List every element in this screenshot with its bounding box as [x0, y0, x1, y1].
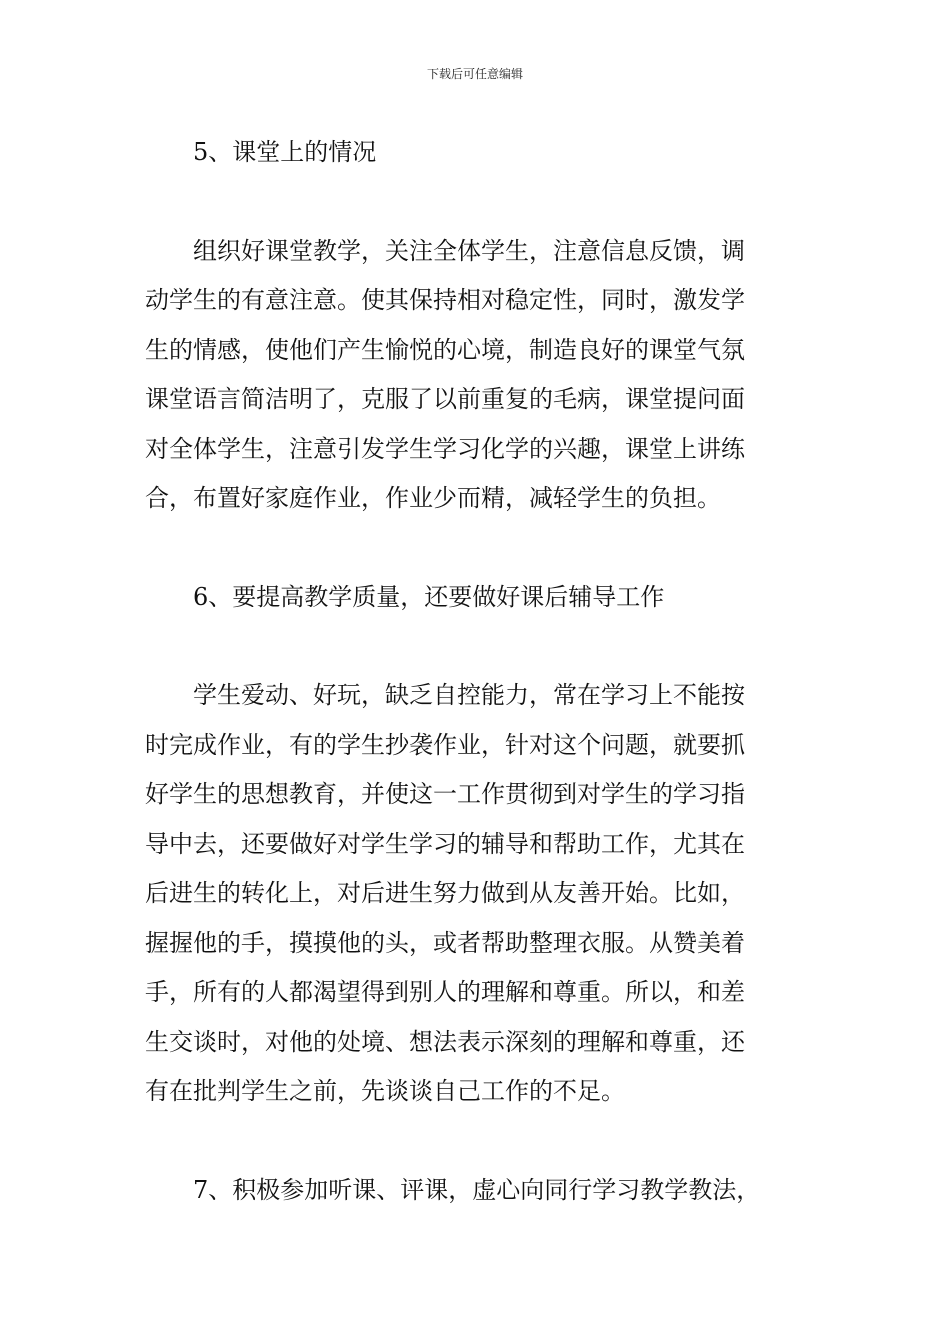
section-paragraph-5: [145, 227, 813, 524]
spacer: [145, 178, 813, 227]
paragraph-line: 后进生的转化上，对后进生努力做到从友善开始。比如，: [145, 879, 745, 907]
paragraph-line: 生的情感，使他们产生愉悦的心境，制造良好的课堂气氛: [145, 335, 745, 364]
section-heading-5: 5、课堂上的情况: [193, 138, 377, 166]
paragraph-line: 时完成作业，有的学生抄袭作业，针对这个问题，就要抓: [145, 730, 745, 759]
paragraph-line: 合，布置好家庭作业，作业少而精，减轻学生的负担。: [145, 484, 721, 512]
paragraph-line: 学生爱动、好玩，缺乏自控能力，常在学习上不能按: [193, 681, 745, 709]
paragraph-line: 动学生的有意注意。使其保持相对稳定性，同时，激发学: [145, 286, 745, 314]
paragraph-line: 有在批判学生之前，先谈谈自己工作的不足。: [145, 1077, 625, 1105]
document-body: [145, 128, 813, 1215]
spacer: [145, 1117, 813, 1166]
section-paragraph-6: [145, 671, 813, 1117]
paragraph-line: 手，所有的人都渴望得到别人的理解和尊重。所以，和差: [145, 978, 745, 1006]
paragraph-line: 对全体学生，注意引发学生学习化学的兴趣，课堂上讲练: [145, 434, 745, 463]
paragraph-line: 组织好课堂教学，关注全体学生，注意信息反馈，调: [193, 236, 745, 265]
paragraph-line: 握握他的手，摸摸他的头，或者帮助整理衣服。从赞美着: [145, 928, 745, 957]
spacer: [145, 622, 813, 671]
section-heading-6: 6、要提高教学质量，还要做好课后辅导工作: [193, 582, 665, 611]
paragraph-line: 生交谈时，对他的处境、想法表示深刻的理解和尊重，还: [145, 1027, 745, 1056]
paragraph-line: 导中去，还要做好对学生学习的辅导和帮助工作，尤其在: [145, 829, 745, 858]
header-note: 下载后可任意编辑: [426, 67, 523, 81]
spacer: [145, 524, 813, 573]
paragraph-line: 好学生的思想教育，并使这一工作贯彻到对学生的学习指: [145, 780, 745, 808]
paragraph-line: 课堂语言简洁明了，克服了以前重复的毛病，课堂提问面: [145, 385, 745, 413]
section-heading-7: 7、积极参加听课、评课，虚心向同行学习教学教法，: [193, 1175, 761, 1204]
